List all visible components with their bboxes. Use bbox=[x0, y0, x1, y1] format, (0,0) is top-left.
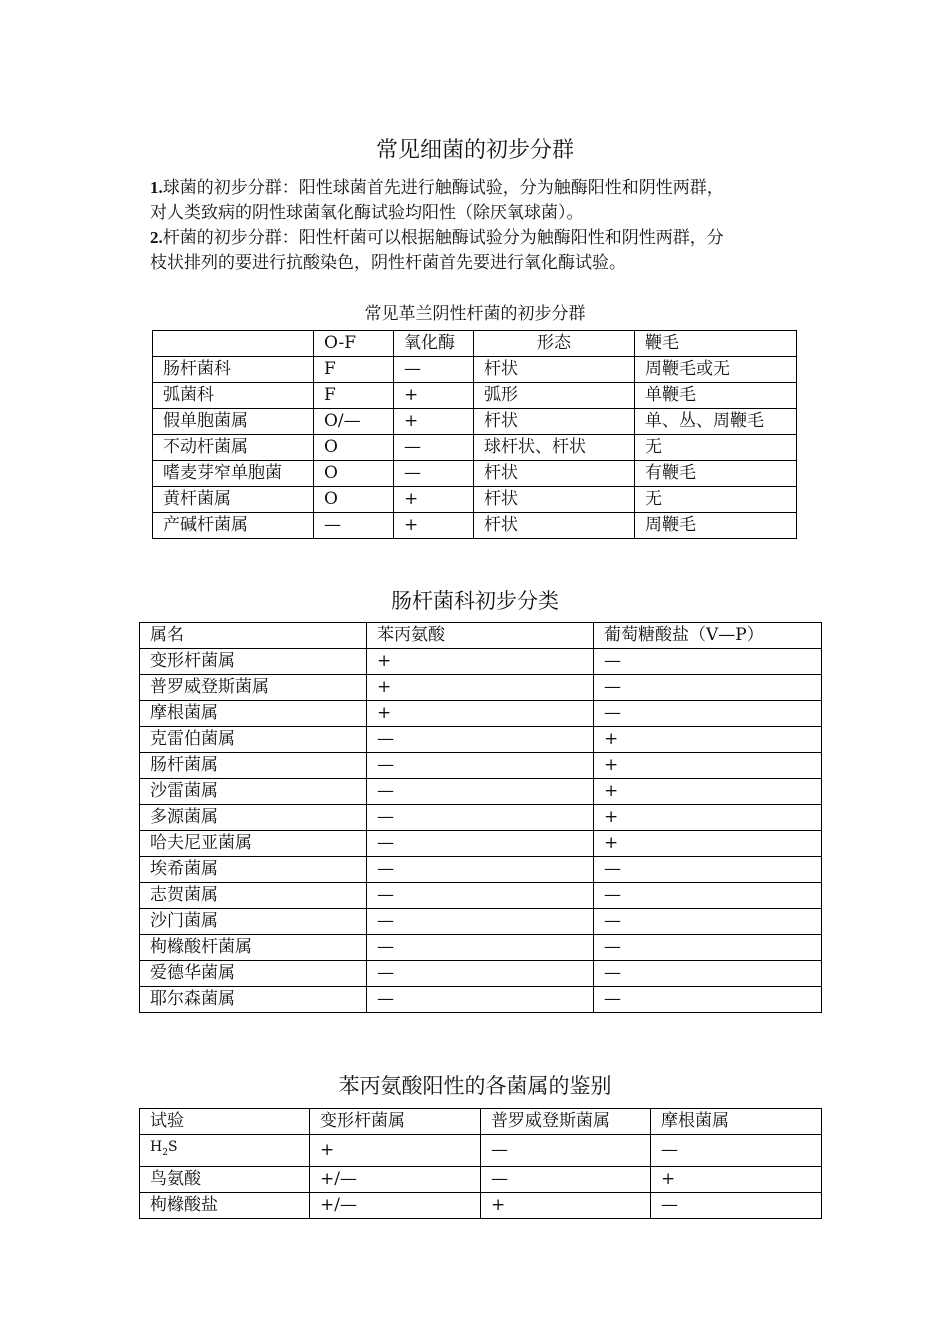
table-cell: + bbox=[367, 701, 594, 727]
table-cell: 杆状 bbox=[474, 487, 635, 513]
table-cell: + bbox=[394, 487, 474, 513]
header-cell: 氧化酶 bbox=[394, 331, 474, 357]
table-cell: F bbox=[314, 383, 394, 409]
table-cell: — bbox=[651, 1135, 822, 1167]
header-cell: O-F bbox=[314, 331, 394, 357]
table2-caption: 肠杆菌科初步分类 bbox=[391, 589, 559, 613]
table-cell: — bbox=[594, 935, 822, 961]
table-cell: O bbox=[314, 461, 394, 487]
table-cell: O/— bbox=[314, 409, 394, 435]
table-cell: — bbox=[367, 883, 594, 909]
table-cell: 沙门菌属 bbox=[140, 909, 367, 935]
header-cell bbox=[153, 331, 314, 357]
table-cell: — bbox=[367, 857, 594, 883]
table-cell: 杆状 bbox=[474, 461, 635, 487]
header-cell: 摩根菌属 bbox=[651, 1109, 822, 1135]
table-row bbox=[140, 649, 822, 675]
table-cell: 单、丛、周鞭毛 bbox=[635, 409, 797, 435]
paragraph-bacilli-line1 bbox=[150, 225, 810, 251]
table-cell: — bbox=[394, 357, 474, 383]
table-row bbox=[153, 487, 797, 513]
table-cell: 嗜麦芽窄单胞菌 bbox=[153, 461, 314, 487]
table-cell: + bbox=[394, 409, 474, 435]
header-cell: 葡萄糖酸盐（V—P） bbox=[594, 623, 822, 649]
table-cell: — bbox=[367, 935, 594, 961]
table-row bbox=[153, 383, 797, 409]
table-cell: + bbox=[594, 805, 822, 831]
table-row bbox=[140, 857, 822, 883]
table-cell: 无 bbox=[635, 435, 797, 461]
table-cell: 变形杆菌属 bbox=[140, 649, 367, 675]
table-cell: — bbox=[481, 1166, 651, 1192]
table-cell: — bbox=[594, 961, 822, 987]
table-cell: 沙雷菌属 bbox=[140, 779, 367, 805]
table-cell: 单鞭毛 bbox=[635, 383, 797, 409]
table-row bbox=[140, 805, 822, 831]
table-row bbox=[140, 909, 822, 935]
table-cell: 耶尔森菌属 bbox=[140, 987, 367, 1013]
table-row bbox=[140, 987, 822, 1013]
table-row bbox=[153, 409, 797, 435]
table-cell: 埃希菌属 bbox=[140, 857, 367, 883]
paragraph-number: 2. bbox=[150, 228, 163, 247]
table-row bbox=[140, 675, 822, 701]
table-cell: + bbox=[394, 383, 474, 409]
table-cell: + bbox=[594, 727, 822, 753]
table-cell: 摩根菌属 bbox=[140, 701, 367, 727]
table-row bbox=[140, 727, 822, 753]
table-cell: O bbox=[314, 487, 394, 513]
page-title: 常见细菌的初步分群 bbox=[375, 138, 574, 163]
table-header-row bbox=[153, 331, 797, 357]
table-cell: + bbox=[367, 675, 594, 701]
header-cell: 形态 bbox=[474, 331, 635, 357]
table-cell: — bbox=[367, 805, 594, 831]
table-row bbox=[153, 435, 797, 461]
table-cell: 有鞭毛 bbox=[635, 461, 797, 487]
h2s-tail: S bbox=[167, 1139, 178, 1155]
table-cell: 球杆状、杆状 bbox=[474, 435, 635, 461]
table-cell: 鸟氨酸 bbox=[140, 1166, 310, 1192]
table-cell: — bbox=[594, 909, 822, 935]
table-row bbox=[153, 461, 797, 487]
table-cell: — bbox=[594, 987, 822, 1013]
table-row bbox=[140, 753, 822, 779]
paragraph-bacilli-line2: 枝状排列的要进行抗酸染色，阴性杆菌首先要进行氧化酶试验。 bbox=[150, 253, 626, 273]
table-header-row bbox=[140, 623, 822, 649]
table-row bbox=[140, 779, 822, 805]
header-cell: 普罗威登斯菌属 bbox=[481, 1109, 651, 1135]
table-row bbox=[140, 701, 822, 727]
table-cell: 志贺菌属 bbox=[140, 883, 367, 909]
header-cell: 鞭毛 bbox=[635, 331, 797, 357]
table-cell: — bbox=[394, 461, 474, 487]
table-cell: +/— bbox=[310, 1192, 481, 1218]
table-cell: 黄杆菌属 bbox=[153, 487, 314, 513]
table-header-row bbox=[140, 1109, 822, 1135]
header-cell: 试验 bbox=[140, 1109, 310, 1135]
table-cell: + bbox=[594, 779, 822, 805]
h2s-main: H bbox=[150, 1139, 163, 1155]
table-cell: 周鞭毛或无 bbox=[635, 357, 797, 383]
table-cell: 弧菌科 bbox=[153, 383, 314, 409]
table-cell: 枸橼酸杆菌属 bbox=[140, 935, 367, 961]
paragraph-cocci-line1 bbox=[150, 175, 810, 201]
table-cell: O bbox=[314, 435, 394, 461]
paragraph-number: 1. bbox=[150, 178, 163, 197]
table-cell: 周鞭毛 bbox=[635, 513, 797, 539]
table-cell: + bbox=[594, 753, 822, 779]
table-cell: 普罗威登斯菌属 bbox=[140, 675, 367, 701]
table-cell: — bbox=[594, 701, 822, 727]
header-cell: 变形杆菌属 bbox=[310, 1109, 481, 1135]
table-cell: 肠杆菌科 bbox=[153, 357, 314, 383]
h2s-cell bbox=[140, 1135, 310, 1167]
table-cell: 多源菌属 bbox=[140, 805, 367, 831]
table-row bbox=[140, 1166, 822, 1192]
table-cell: 产碱杆菌属 bbox=[153, 513, 314, 539]
table-cell: + bbox=[310, 1135, 481, 1167]
table-row bbox=[140, 1192, 822, 1218]
table-cell: 克雷伯菌属 bbox=[140, 727, 367, 753]
table-cell: 枸橼酸盐 bbox=[140, 1192, 310, 1218]
table-cell: + bbox=[651, 1166, 822, 1192]
table-row bbox=[140, 831, 822, 857]
header-cell: 属名 bbox=[140, 623, 367, 649]
gram-negative-bacilli-table bbox=[152, 330, 797, 539]
table-cell: 假单胞菌属 bbox=[153, 409, 314, 435]
table-row bbox=[153, 513, 797, 539]
table-cell: 肠杆菌属 bbox=[140, 753, 367, 779]
table-cell: — bbox=[367, 987, 594, 1013]
table-cell: + bbox=[594, 831, 822, 857]
table-cell: — bbox=[367, 753, 594, 779]
paragraph-text: 杆菌的初步分群：阳性杆菌可以根据触酶试验分为触酶阳性和阴性两群，分 bbox=[162, 228, 724, 248]
enterobacteriaceae-table bbox=[139, 622, 822, 1013]
table-cell: — bbox=[314, 513, 394, 539]
table-cell: 弧形 bbox=[474, 383, 635, 409]
table-cell: 杆状 bbox=[474, 357, 635, 383]
table-cell: — bbox=[594, 857, 822, 883]
table-cell: — bbox=[394, 435, 474, 461]
table-cell: 杆状 bbox=[474, 513, 635, 539]
table3-caption: 苯丙氨酸阳性的各菌属的鉴别 bbox=[338, 1074, 612, 1098]
table-cell: +/— bbox=[310, 1166, 481, 1192]
table-cell: — bbox=[367, 909, 594, 935]
table-cell: + bbox=[394, 513, 474, 539]
table-cell: 哈夫尼亚菌属 bbox=[140, 831, 367, 857]
table-cell: — bbox=[481, 1135, 651, 1167]
paragraph-text: 球菌的初步分群：阳性球菌首先进行触酶试验，分为触酶阳性和阴性两群， bbox=[162, 178, 724, 198]
table-cell: — bbox=[651, 1192, 822, 1218]
table-cell: + bbox=[367, 649, 594, 675]
paragraph-cocci bbox=[150, 175, 810, 226]
table-cell: — bbox=[367, 961, 594, 987]
table-row bbox=[140, 1135, 822, 1167]
table-row bbox=[140, 883, 822, 909]
table-row bbox=[153, 357, 797, 383]
table1-caption: 常见革兰阴性杆菌的初步分群 bbox=[364, 304, 586, 324]
table-cell: — bbox=[367, 779, 594, 805]
paragraph-cocci-line2: 对人类致病的阴性球菌氧化酶试验均阳性（除厌氧球菌）。 bbox=[150, 203, 584, 223]
table-cell: — bbox=[594, 883, 822, 909]
table-row bbox=[140, 935, 822, 961]
table-cell: 爱德华菌属 bbox=[140, 961, 367, 987]
table-cell: — bbox=[594, 649, 822, 675]
table-cell: 杆状 bbox=[474, 409, 635, 435]
table-cell: 不动杆菌属 bbox=[153, 435, 314, 461]
phenylalanine-positive-table bbox=[139, 1108, 822, 1219]
table-cell: — bbox=[367, 727, 594, 753]
table-cell: — bbox=[594, 675, 822, 701]
table-cell: F bbox=[314, 357, 394, 383]
header-cell: 苯丙氨酸 bbox=[367, 623, 594, 649]
table-cell: — bbox=[367, 831, 594, 857]
table-cell: + bbox=[481, 1192, 651, 1218]
paragraph-bacilli bbox=[150, 225, 810, 276]
table-row bbox=[140, 961, 822, 987]
table-cell: 无 bbox=[635, 487, 797, 513]
h2s-subscript: 2 bbox=[162, 1147, 168, 1158]
